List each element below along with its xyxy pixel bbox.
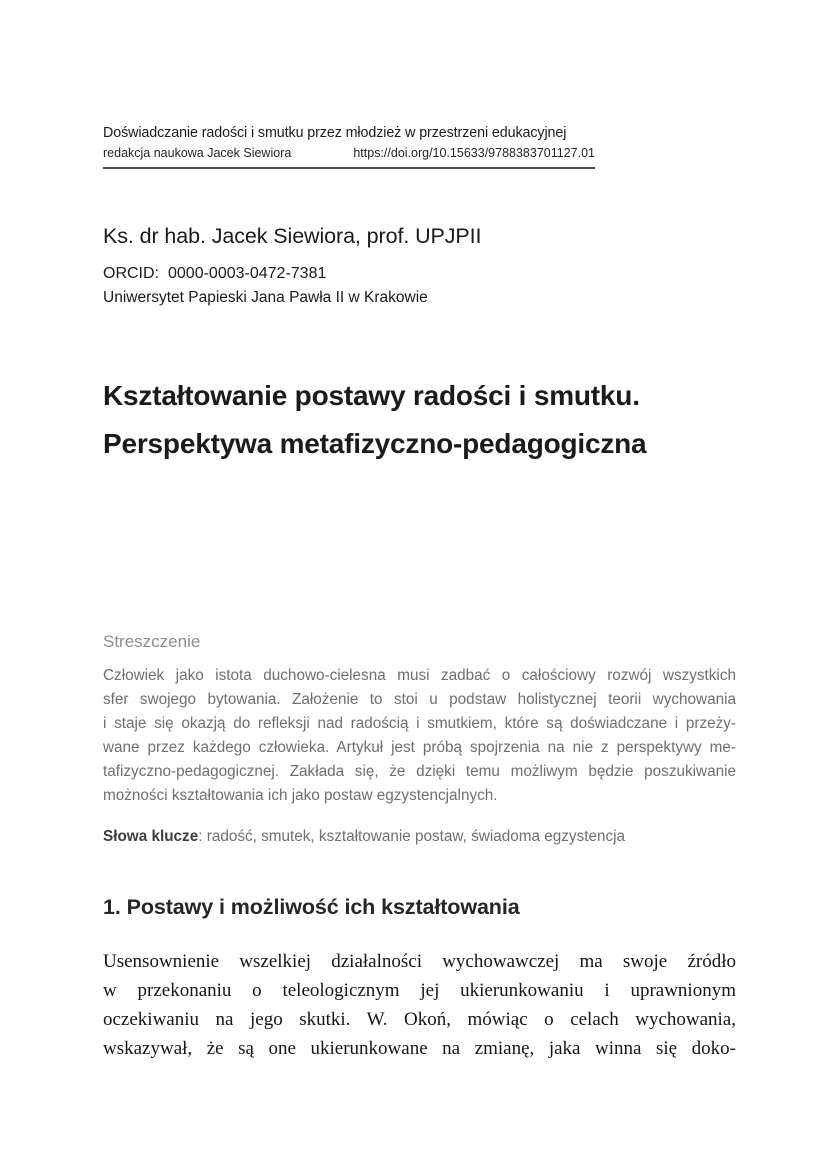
abstract-line: wane przez każdego człowieka. Artykuł jest próbą spojrzenia na nie z perspektywy me- — [103, 739, 736, 756]
orcid-value: 0000-0003-0472-7381 — [168, 265, 327, 282]
abstract-paragraph — [103, 664, 736, 808]
keywords-label: Słowa klucze — [103, 828, 199, 845]
doi-link[interactable]: https://doi.org/10.15633/9788383701127.01 — [353, 146, 595, 160]
article-title — [103, 372, 743, 467]
article-title-line: Perspektywa metafizyczno-pedagogiczna — [103, 427, 647, 459]
body-text-line: Usensownienie wszelkiej działalności wychowawczej ma swoje źródło — [103, 951, 736, 972]
running-header — [103, 124, 595, 169]
author-affiliation: Uniwersytet Papieski Jana Pawła II w Krakowie — [103, 289, 428, 306]
header-rule — [103, 167, 595, 169]
body-text-line: oczekiwaniu na jego skutki. W. Okoń, mówiąc o celach wychowania, — [103, 1009, 736, 1030]
abstract-line: i staje się okazją do refleksji nad radością i smutkiem, które są doświadczane i przeży- — [103, 715, 736, 732]
article-title-line: Kształtowanie postawy radości i smutku. — [103, 380, 640, 411]
editors-note: redakcja naukowa Jacek Siewiora — [103, 146, 292, 160]
author-block — [103, 221, 736, 308]
body-paragraph — [103, 947, 736, 1063]
book-title: Doświadczanie radości i smutku przez młodzież w przestrzeni edukacyjnej — [103, 125, 567, 141]
body-text-line: wskazywał, że są one ukierunkowane na zmianę, jaka winna się doko- — [103, 1038, 736, 1059]
abstract-line: Człowiek jako istota duchowo-cielesna musi zadbać o całościowy rozwój wszystkich — [103, 667, 736, 684]
body-text-line: w przekonaniu o teleologicznym jej ukierunkowaniu i uprawnionym — [103, 980, 736, 1001]
abstract-heading: Streszczenie — [103, 632, 201, 651]
section-heading: 1. Postawy i możliwość ich kształtowania — [103, 895, 520, 919]
abstract-line: możności kształtowania ich jako postaw egzystencjalnych. — [103, 787, 498, 804]
author-name: Ks. dr hab. Jacek Siewiora, prof. UPJPII — [103, 224, 482, 248]
abstract-line: tafizyczno-pedagogicznej. Zakłada się, że dzięki temu możliwym będzie poszukiwanie — [103, 763, 736, 780]
author-orcid — [103, 263, 736, 284]
abstract-line: sfer swojego bytowania. Założenie to stoi u podstaw holistycznej teorii wychowania — [103, 691, 736, 708]
abstract-section — [103, 631, 736, 808]
keywords-text: : radość, smutek, kształtowanie postaw, świadoma egzystencja — [198, 828, 626, 845]
running-header-subline — [103, 145, 595, 161]
keywords-line — [103, 826, 736, 848]
orcid-label: ORCID: — [103, 265, 159, 282]
